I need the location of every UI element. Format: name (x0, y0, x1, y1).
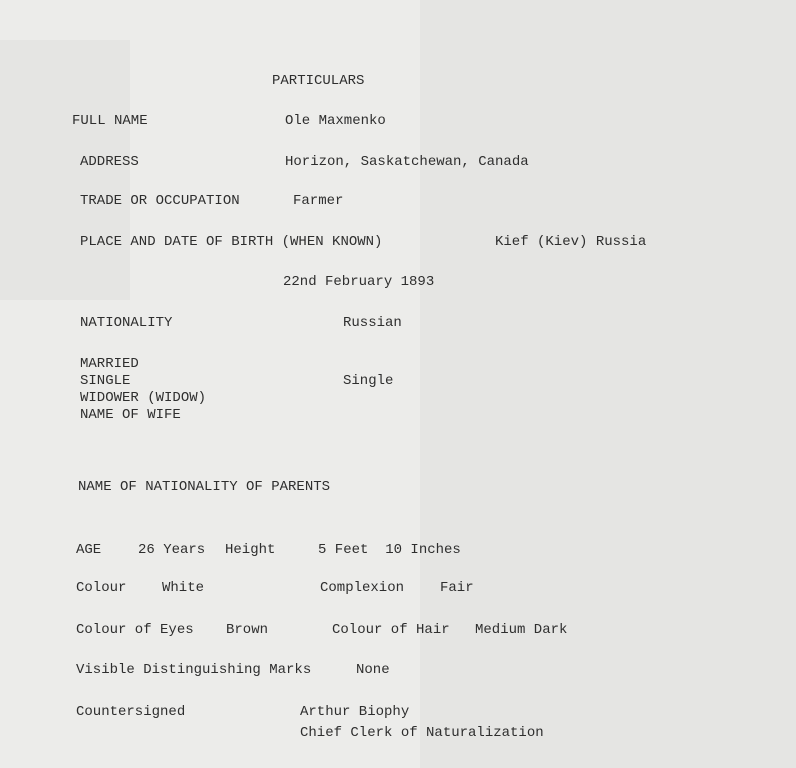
countersigned-role: Chief Clerk of Naturalization (300, 725, 544, 741)
nationality-value: Russian (343, 315, 402, 331)
countersigned-label: Countersigned (76, 704, 186, 720)
eyes-label: Colour of Eyes (76, 622, 194, 638)
document-title: PARTICULARS (272, 73, 365, 89)
show-through-right (420, 0, 796, 768)
occupation-label: TRADE OR OCCUPATION (80, 193, 240, 209)
colour-label: Colour (76, 580, 127, 596)
countersigned-name: Arthur Biophy (300, 704, 410, 720)
age-label: AGE (76, 542, 102, 558)
height-value: 5 Feet 10 Inches (318, 542, 461, 558)
full-name-label: FULL NAME (72, 113, 148, 129)
address-label: ADDRESS (80, 154, 139, 170)
complexion-label: Complexion (320, 580, 405, 596)
widower-label: WIDOWER (WIDOW) (80, 390, 207, 406)
birth-label: PLACE AND DATE OF BIRTH (WHEN KNOWN) (80, 234, 383, 250)
full-name-value: Ole Maxmenko (285, 113, 386, 129)
marks-label: Visible Distinguishing Marks (76, 662, 312, 678)
colour-value: White (162, 580, 205, 596)
marks-value: None (356, 662, 390, 678)
single-label: SINGLE (80, 373, 131, 389)
address-value: Horizon, Saskatchewan, Canada (285, 154, 529, 170)
married-label: MARRIED (80, 356, 139, 372)
hair-label: Colour of Hair (332, 622, 450, 638)
hair-value: Medium Dark (475, 622, 568, 638)
birth-place: Kief (Kiev) Russia (495, 234, 647, 250)
marital-value: Single (343, 373, 394, 389)
height-label: Height (225, 542, 276, 558)
nationality-label: NATIONALITY (80, 315, 173, 331)
occupation-value: Farmer (293, 193, 344, 209)
age-value: 26 Years (138, 542, 206, 558)
wife-label: NAME OF WIFE (80, 407, 181, 423)
birth-date: 22nd February 1893 (283, 274, 435, 290)
complexion-value: Fair (440, 580, 474, 596)
eyes-value: Brown (226, 622, 269, 638)
parents-label: NAME OF NATIONALITY OF PARENTS (78, 479, 331, 495)
